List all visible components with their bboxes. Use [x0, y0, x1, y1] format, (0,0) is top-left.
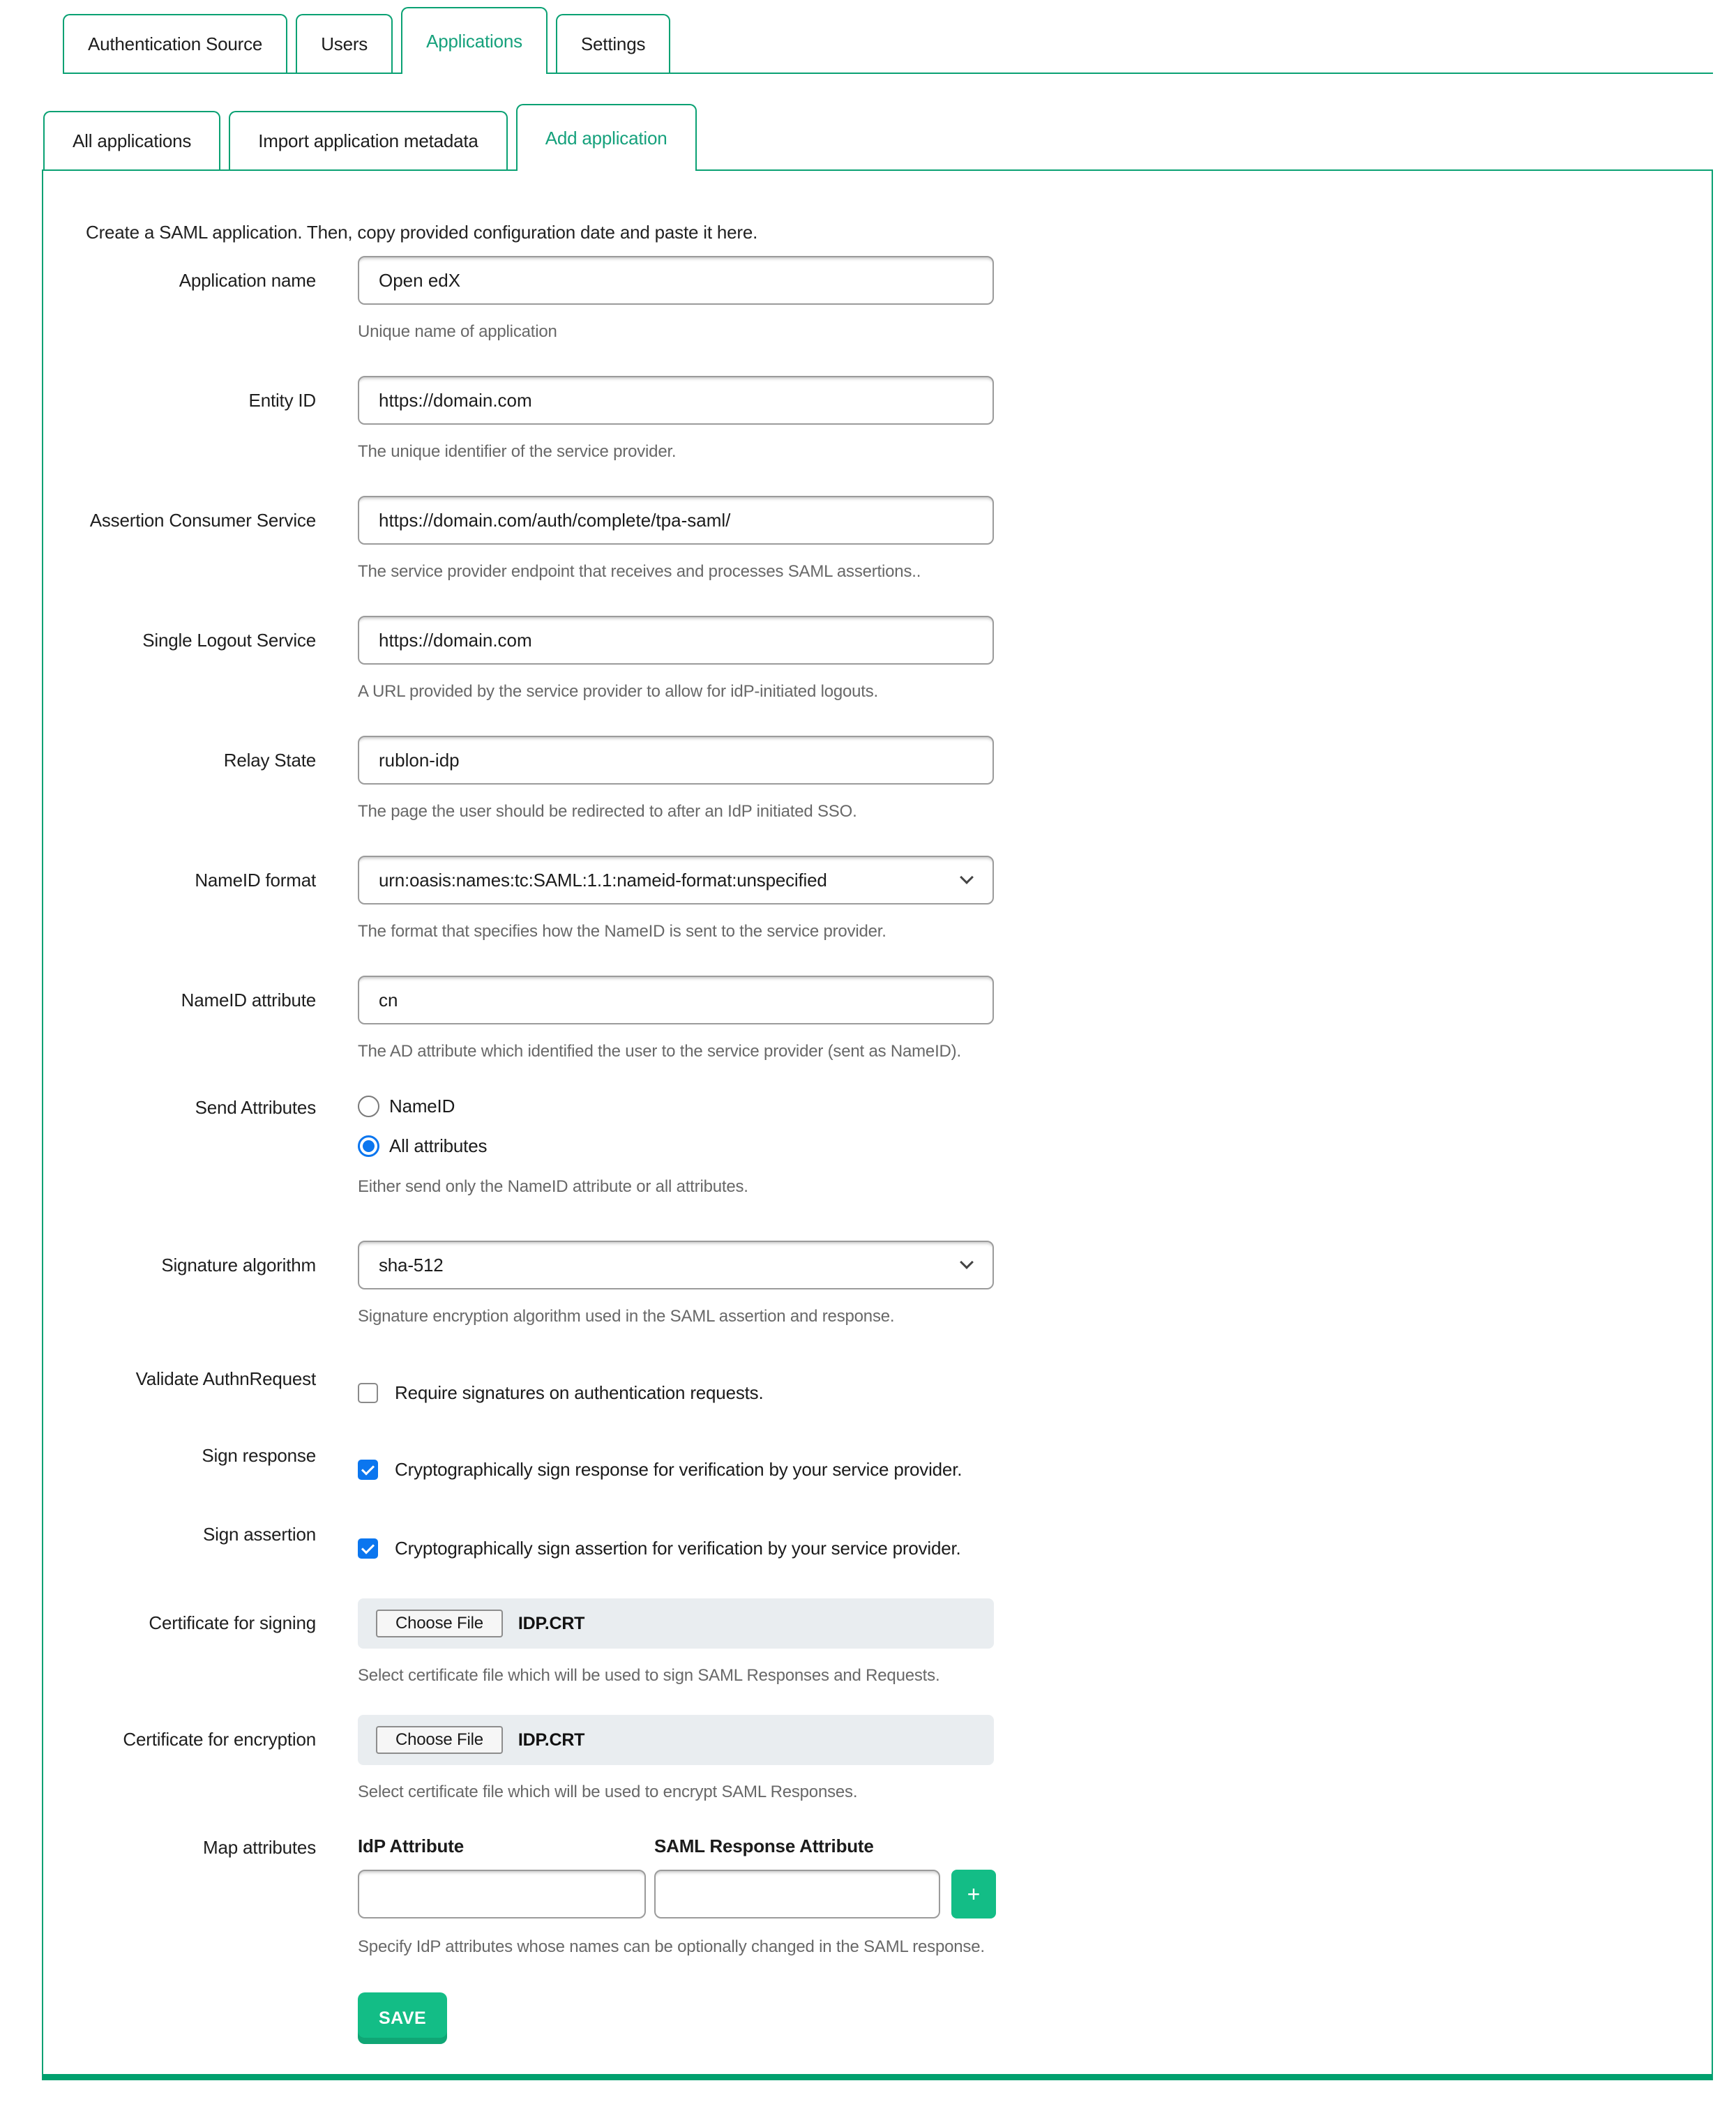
certificate-for-signing-help: Select certificate file which will be used to sign SAML Responses and Requests.: [358, 1666, 940, 1685]
nameid-format-help: The format that specifies how the NameID is sent to the service provider.: [358, 922, 886, 941]
chevron-down-icon: [960, 1255, 974, 1269]
intro-text: Create a SAML application. Then, copy provided configuration date and paste it here.: [86, 222, 758, 243]
application-name-input[interactable]: [358, 256, 994, 305]
entity-id-input[interactable]: [358, 376, 994, 425]
tab-add-application[interactable]: [516, 104, 697, 171]
application-name-label: Application name: [179, 270, 316, 291]
plus-icon: +: [967, 1882, 981, 1907]
certificate-for-encryption-label: Certificate for encryption: [123, 1729, 316, 1750]
single-logout-service-label: Single Logout Service: [142, 630, 316, 651]
radio-nameid[interactable]: [358, 1096, 379, 1117]
idp-attribute-column-header: IdP Attribute: [358, 1836, 464, 1856]
assertion-consumer-service-help: The service provider endpoint that receives and processes SAML assertions..: [358, 562, 921, 581]
save-row-spacer: [86, 1992, 316, 2044]
add-attribute-mapping-button[interactable]: [951, 1870, 996, 1918]
nameid-attribute-help: The AD attribute which identified the user to the service provider (sent as NameID).: [358, 1042, 961, 1061]
nameid-format-select[interactable]: [358, 856, 994, 905]
save-row: [86, 1992, 1670, 2044]
tab-import-application-metadata[interactable]: [229, 111, 507, 169]
relay-state-input[interactable]: [358, 736, 994, 785]
assertion-consumer-service-input[interactable]: [358, 496, 994, 545]
send-attributes-option-nameid[interactable]: [358, 1096, 994, 1117]
sign-assertion-checkbox[interactable]: [358, 1538, 378, 1559]
tab-label: Settings: [580, 33, 646, 54]
sign-assertion-label: Sign assertion: [203, 1524, 316, 1545]
nameid-format-label: NameID format: [195, 870, 316, 891]
sign-response-checkbox[interactable]: [358, 1460, 378, 1480]
sign-response-label: Sign response: [202, 1445, 316, 1466]
applications-sub-tab-bar: [43, 103, 1713, 169]
single-logout-service-help: A URL provided by the service provider to allow for idP-initiated logouts.: [358, 682, 879, 701]
send-attributes-option-all-attributes[interactable]: [358, 1135, 994, 1157]
saml-response-attribute-column-header: SAML Response Attribute: [654, 1836, 874, 1856]
field-relay-state: [86, 736, 1670, 822]
send-attributes-help: Either send only the NameID attribute or all attributes.: [358, 1177, 748, 1196]
tab-label: All applications: [73, 130, 192, 151]
field-single-logout-service: [86, 616, 1670, 702]
certificate-for-encryption-help: Select certificate file which will be used to encrypt SAML Responses.: [358, 1783, 858, 1801]
tab-authentication-source[interactable]: [63, 14, 287, 73]
field-signature-algorithm: [86, 1241, 1670, 1327]
choose-file-button[interactable]: Choose File: [376, 1610, 503, 1637]
sign-response-checkbox-label: Cryptographically sign response for verification by your service provider.: [395, 1459, 963, 1480]
certificate-for-signing-file-input[interactable]: [358, 1598, 994, 1649]
certificate-for-encryption-filename: IDP.CRT: [518, 1730, 585, 1750]
assertion-consumer-service-label: Assertion Consumer Service: [89, 510, 316, 531]
tab-label: Users: [321, 33, 368, 54]
map-attributes-help: Specify IdP attributes whose names can be optionally changed in the SAML response.: [358, 1937, 985, 1956]
entity-id-help: The unique identifier of the service provider.: [358, 442, 677, 461]
radio-nameid-label: NameID: [389, 1096, 455, 1117]
validate-authnrequest-checkbox-label: Require signatures on authentication requests.: [395, 1382, 764, 1403]
tab-settings[interactable]: [556, 14, 670, 73]
nameid-format-selected-value: urn:oasis:names:tc:SAML:1.1:nameid-format:unspecified: [379, 869, 827, 891]
signature-algorithm-help: Signature encryption algorithm used in the SAML assertion and response.: [358, 1307, 895, 1326]
tab-all-applications[interactable]: [43, 111, 220, 169]
field-validate-authnrequest: [86, 1367, 1670, 1404]
application-name-help: Unique name of application: [358, 322, 557, 341]
certificate-for-encryption-file-input[interactable]: [358, 1715, 994, 1765]
field-certificate-for-signing: [86, 1598, 1670, 1686]
choose-file-button[interactable]: Choose File: [376, 1726, 503, 1754]
send-attributes-label: Send Attributes: [195, 1097, 316, 1118]
field-assertion-consumer-service: [86, 496, 1670, 582]
certificate-for-signing-label: Certificate for signing: [149, 1612, 316, 1633]
relay-state-help: The page the user should be redirected to after an IdP initiated SSO.: [358, 802, 857, 821]
field-application-name: [86, 256, 1670, 342]
field-nameid-format: [86, 856, 1670, 942]
chevron-down-icon: [960, 870, 974, 884]
validate-authnrequest-checkbox[interactable]: [358, 1383, 378, 1403]
nameid-attribute-input[interactable]: [358, 976, 994, 1024]
certificate-for-signing-filename: IDP.CRT: [518, 1613, 585, 1633]
radio-all-attributes[interactable]: [358, 1135, 379, 1157]
tab-label: Add application: [545, 127, 667, 149]
tab-label: Authentication Source: [88, 33, 263, 54]
single-logout-service-input[interactable]: [358, 616, 994, 665]
field-map-attributes: [86, 1836, 1670, 1958]
main-tab-bar: [63, 7, 1713, 74]
nameid-attribute-label: NameID attribute: [181, 990, 316, 1011]
field-send-attributes: [86, 1096, 1670, 1197]
validate-authnrequest-label: Validate AuthnRequest: [135, 1368, 316, 1389]
entity-id-label: Entity ID: [248, 390, 316, 411]
field-sign-response: [86, 1444, 1670, 1481]
relay-state-label: Relay State: [223, 750, 316, 771]
tab-label: Import application metadata: [258, 130, 478, 151]
field-sign-assertion: [86, 1522, 1670, 1559]
sign-assertion-checkbox-label: Cryptographically sign assertion for verification by your service provider.: [395, 1538, 961, 1559]
add-application-panel: [42, 169, 1713, 2080]
map-attributes-label: Map attributes: [203, 1837, 316, 1858]
signature-algorithm-label: Signature algorithm: [161, 1255, 316, 1276]
tab-label: Applications: [426, 30, 522, 52]
signature-algorithm-selected-value: sha-512: [379, 1254, 444, 1276]
radio-all-attributes-label: All attributes: [389, 1135, 488, 1156]
save-button[interactable]: SAVE: [358, 1992, 447, 2044]
field-entity-id: [86, 376, 1670, 462]
tab-applications[interactable]: [401, 7, 548, 74]
saml-response-attribute-input[interactable]: [654, 1870, 940, 1918]
radio-dot: [363, 1140, 375, 1152]
tab-users[interactable]: [296, 14, 393, 73]
signature-algorithm-select[interactable]: [358, 1241, 994, 1289]
field-nameid-attribute: [86, 976, 1670, 1062]
field-certificate-for-encryption: [86, 1715, 1670, 1803]
idp-attribute-input[interactable]: [358, 1870, 646, 1918]
